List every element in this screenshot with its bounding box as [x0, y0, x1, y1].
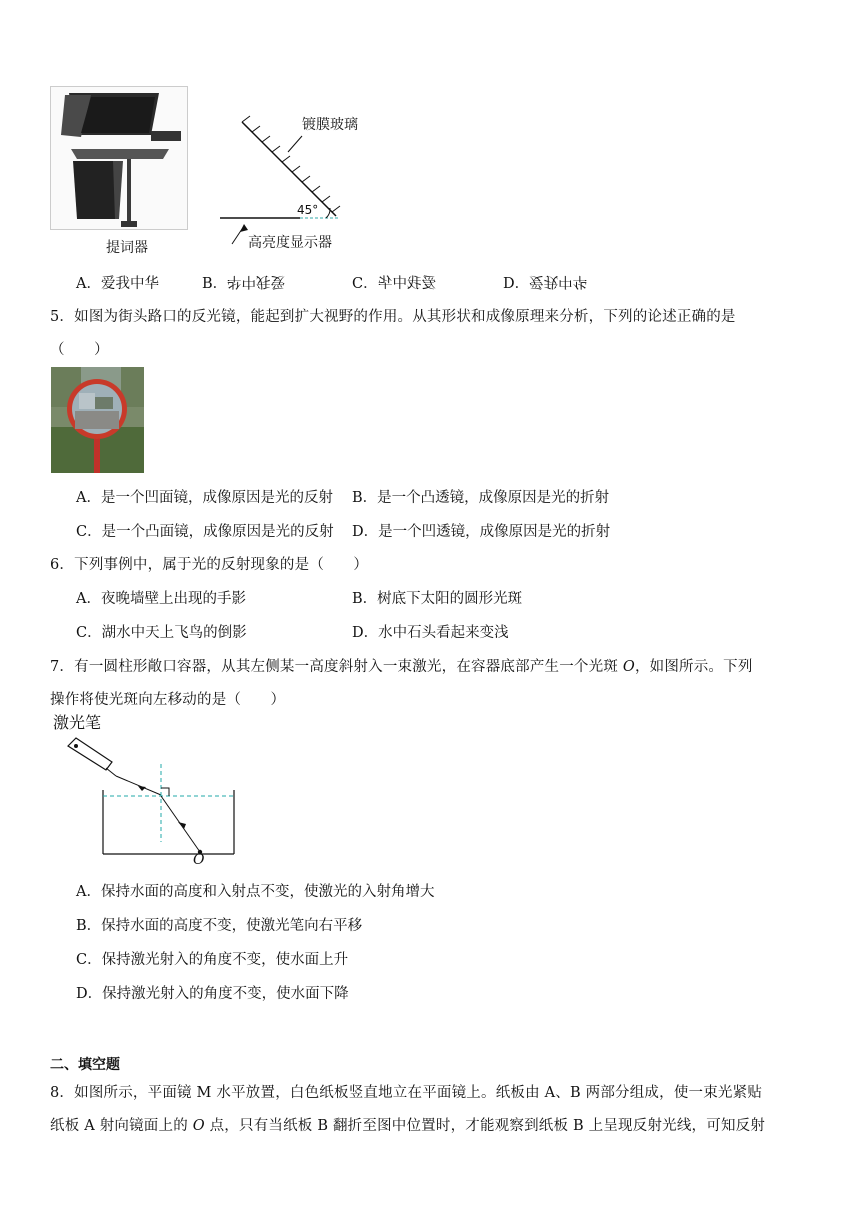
q4-option-b[interactable]: B．爱我中华 — [202, 273, 286, 292]
teleprompter-caption: 提词器 — [106, 240, 148, 256]
q4-option-c[interactable]: C．爱我中华 — [352, 272, 436, 293]
label-angle-45: 45° — [297, 203, 319, 217]
q7-stem-line2: 操作将使光斑向左移动的是（ ） — [50, 692, 286, 708]
laser-container-diagram — [60, 734, 250, 864]
q6-option-a[interactable]: A．夜晚墙壁上出现的手影 — [76, 591, 246, 607]
spot-label-o: O — [193, 852, 205, 868]
q6-option-b[interactable]: B．树底下太阳的圆形光斑 — [352, 591, 523, 607]
label-display: 高亮度显示器 — [248, 235, 332, 251]
q5-option-d[interactable]: D．是一个凹透镜，成像原因是光的折射 — [352, 524, 611, 540]
teleprompter-photo-frame — [50, 86, 188, 230]
q5-option-b[interactable]: B．是一个凸透镜，成像原因是光的折射 — [352, 490, 610, 506]
q7-stem-line1: 7．有一圆柱形敞口容器，从其左侧某一高度斜射入一束激光，在容器底部产生一个光斑 O，如图所示。下列 — [50, 659, 753, 675]
teleprompter-photo — [51, 87, 187, 229]
q5-option-a[interactable]: A．是一个凹面镜，成像原因是光的反射 — [76, 490, 333, 506]
flipped-text: 爱我中华 — [529, 273, 588, 289]
q4-option-d[interactable]: D．爱我中华 — [503, 273, 588, 292]
q8-line1: 8．如图所示，平面镜 M 水平放置，白色纸板竖直地立在平面镜上。纸板由 A、B 两部分组成，使一束光紧贴 — [50, 1085, 763, 1101]
section-title: 二、填空题 — [50, 1057, 120, 1073]
laser-pen-title: 激光笔 — [53, 713, 102, 732]
q7-option-c[interactable]: C．保持激光射入的角度不变，使水面上升 — [76, 952, 349, 968]
convex-mirror-photo — [51, 367, 144, 473]
flipped-text: 爱我中华 — [227, 273, 286, 289]
q7-option-d[interactable]: D．保持激光射入的角度不变，使水面下降 — [76, 986, 349, 1002]
q4-option-a[interactable]: A．爱我中华 — [76, 276, 159, 292]
q5-stem-line1: 5．如图为街头路口的反光镜，能起到扩大视野的作用。从其形状和成像原理来分析，下列的论述正确的是 — [50, 309, 736, 325]
q7-option-b[interactable]: B．保持水面的高度不变，使激光笔向右平移 — [76, 918, 363, 934]
q5-stem-line2: （ ） — [50, 342, 109, 358]
q5-option-c[interactable]: C．是一个凸面镜，成像原因是光的反射 — [76, 524, 334, 540]
q6-option-d[interactable]: D．水中石头看起来变浅 — [352, 625, 509, 641]
mirrored-text: 爱我中华 — [377, 276, 436, 292]
label-coated-glass: 镀膜玻璃 — [302, 117, 358, 133]
q7-option-a[interactable]: A．保持水面的高度和入射点不变，使激光的入射角增大 — [76, 884, 435, 900]
q6-option-c[interactable]: C．湖水中天上飞鸟的倒影 — [76, 625, 247, 641]
q6-stem: 6．下列事例中，属于光的反射现象的是（ ） — [50, 557, 369, 573]
q8-line2: 纸板 A 射向镜面上的 O 点，只有当纸板 B 翻折至图中位置时，才能观察到纸板 B 上呈现反射光线，可知反射 — [50, 1118, 766, 1134]
